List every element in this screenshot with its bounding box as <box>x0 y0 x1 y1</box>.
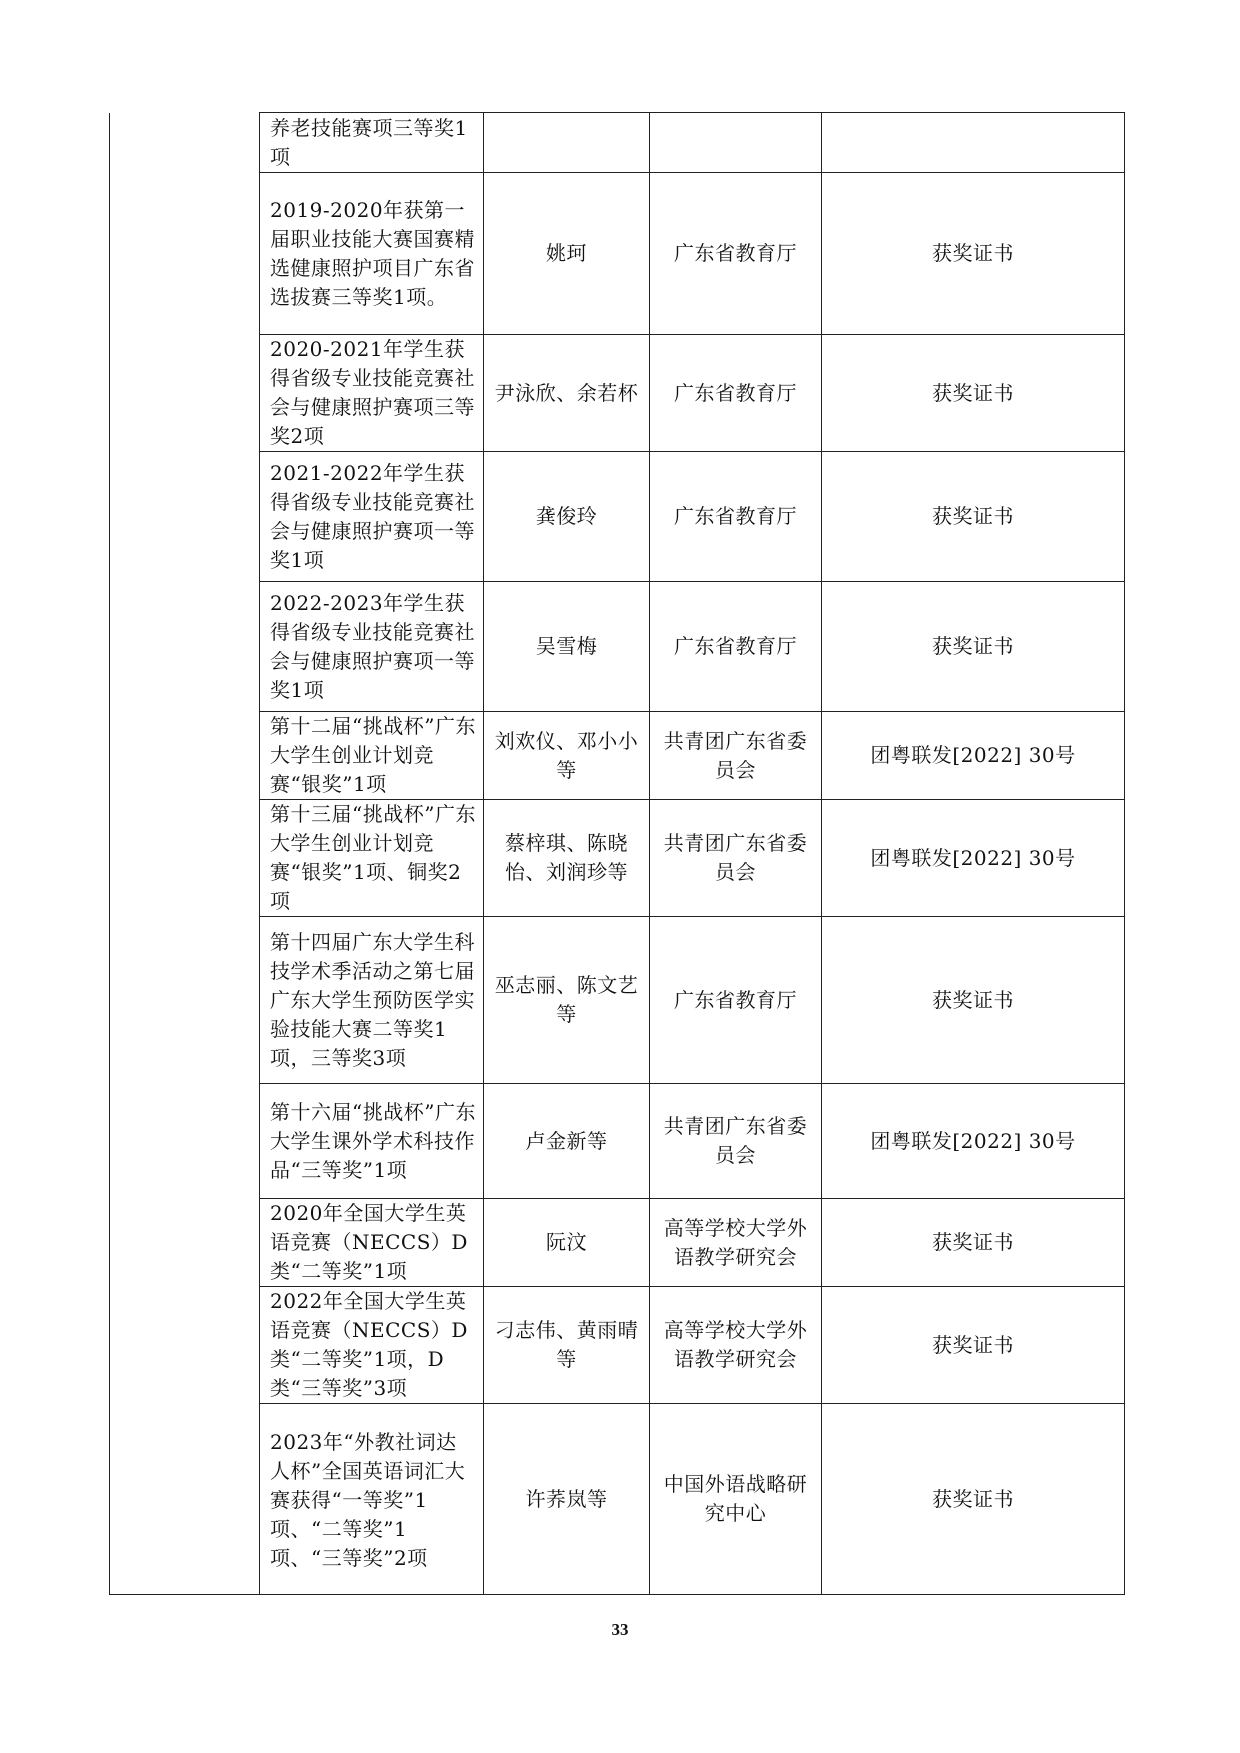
issuer-cell: 广东省教育厅 <box>650 917 822 1084</box>
merged-category-cell <box>110 113 260 1595</box>
proof-cell: 团粤联发[2022] 30号 <box>822 712 1125 800</box>
table-row <box>110 1287 1125 1404</box>
proof-cell: 获奖证书 <box>822 452 1125 582</box>
issuer-cell: 广东省教育厅 <box>650 452 822 582</box>
issuer-cell: 中国外语战略研究中心 <box>650 1404 822 1595</box>
proof-cell: 获奖证书 <box>822 917 1125 1084</box>
achievement-cell: 2021-2022年学生获得省级专业技能竞赛社会与健康照护赛项一等奖1项 <box>260 452 484 582</box>
proof-cell: 获奖证书 <box>822 1404 1125 1595</box>
students-cell: 巫志丽、陈文艺等 <box>484 917 650 1084</box>
table-row <box>110 917 1125 1084</box>
students-cell: 刁志伟、黄雨晴等 <box>484 1287 650 1404</box>
proof-cell <box>822 113 1125 173</box>
table-row <box>110 582 1125 712</box>
students-cell: 吴雪梅 <box>484 582 650 712</box>
proof-cell: 获奖证书 <box>822 1199 1125 1287</box>
achievement-cell: 第十六届“挑战杯”广东大学生课外学术科技作品“三等奖”1项 <box>260 1084 484 1199</box>
students-cell: 卢金新等 <box>484 1084 650 1199</box>
issuer-cell: 共青团广东省委员会 <box>650 1084 822 1199</box>
issuer-cell: 广东省教育厅 <box>650 173 822 335</box>
achievement-cell: 2022-2023年学生获得省级专业技能竞赛社会与健康照护赛项一等奖1项 <box>260 582 484 712</box>
achievement-cell: 第十二届“挑战杯”广东大学生创业计划竞赛“银奖”1项 <box>260 712 484 800</box>
proof-cell: 获奖证书 <box>822 173 1125 335</box>
achievement-cell: 养老技能赛项三等奖1项 <box>260 113 484 173</box>
issuer-cell <box>650 113 822 173</box>
students-cell <box>484 113 650 173</box>
achievement-cell: 第十三届“挑战杯”广东大学生创业计划竞赛“银奖”1项、铜奖2项 <box>260 800 484 917</box>
issuer-cell: 高等学校大学外语教学研究会 <box>650 1287 822 1404</box>
achievement-cell: 2019-2020年获第一届职业技能大赛国赛精选健康照护项目广东省选拔赛三等奖1项。 <box>260 173 484 335</box>
achievement-cell: 2020年全国大学生英语竞赛（NECCS）D类“二等奖”1项 <box>260 1199 484 1287</box>
issuer-cell: 共青团广东省委员会 <box>650 800 822 917</box>
issuer-cell: 广东省教育厅 <box>650 582 822 712</box>
page-number: 33 <box>611 1620 629 1639</box>
students-cell: 许荞岚等 <box>484 1404 650 1595</box>
students-cell: 蔡梓琪、陈晓怡、刘润珍等 <box>484 800 650 917</box>
proof-cell: 获奖证书 <box>822 582 1125 712</box>
table-row <box>110 1084 1125 1199</box>
table-row <box>110 113 1125 173</box>
proof-cell: 获奖证书 <box>822 335 1125 452</box>
proof-cell: 团粤联发[2022] 30号 <box>822 800 1125 917</box>
students-cell: 姚珂 <box>484 173 650 335</box>
students-cell: 尹泳欣、余若杯 <box>484 335 650 452</box>
issuer-cell: 高等学校大学外语教学研究会 <box>650 1199 822 1287</box>
table-row <box>110 1404 1125 1595</box>
achievement-cell: 2023年“外教社词达人杯”全国英语词汇大赛获得“一等奖”1项、“二等奖”1项、“三等奖”2项 <box>260 1404 484 1595</box>
achievement-cell: 第十四届广东大学生科技学术季活动之第七届广东大学生预防医学实验技能大赛二等奖1项，三等奖3项 <box>260 917 484 1084</box>
students-cell: 龚俊玲 <box>484 452 650 582</box>
awards-table <box>109 112 1125 1595</box>
table-row <box>110 335 1125 452</box>
students-cell: 刘欢仪、邓小小等 <box>484 712 650 800</box>
table-row <box>110 173 1125 335</box>
table-row <box>110 1199 1125 1287</box>
proof-cell: 获奖证书 <box>822 1287 1125 1404</box>
achievement-cell: 2020-2021年学生获得省级专业技能竞赛社会与健康照护赛项三等奖2项 <box>260 335 484 452</box>
table-row <box>110 712 1125 800</box>
issuer-cell: 广东省教育厅 <box>650 335 822 452</box>
achievement-cell: 2022年全国大学生英语竞赛（NECCS）D类“二等奖”1项，D类“三等奖”3项 <box>260 1287 484 1404</box>
table-row <box>110 800 1125 917</box>
proof-cell: 团粤联发[2022] 30号 <box>822 1084 1125 1199</box>
issuer-cell: 共青团广东省委员会 <box>650 712 822 800</box>
table-row <box>110 452 1125 582</box>
students-cell: 阮汶 <box>484 1199 650 1287</box>
